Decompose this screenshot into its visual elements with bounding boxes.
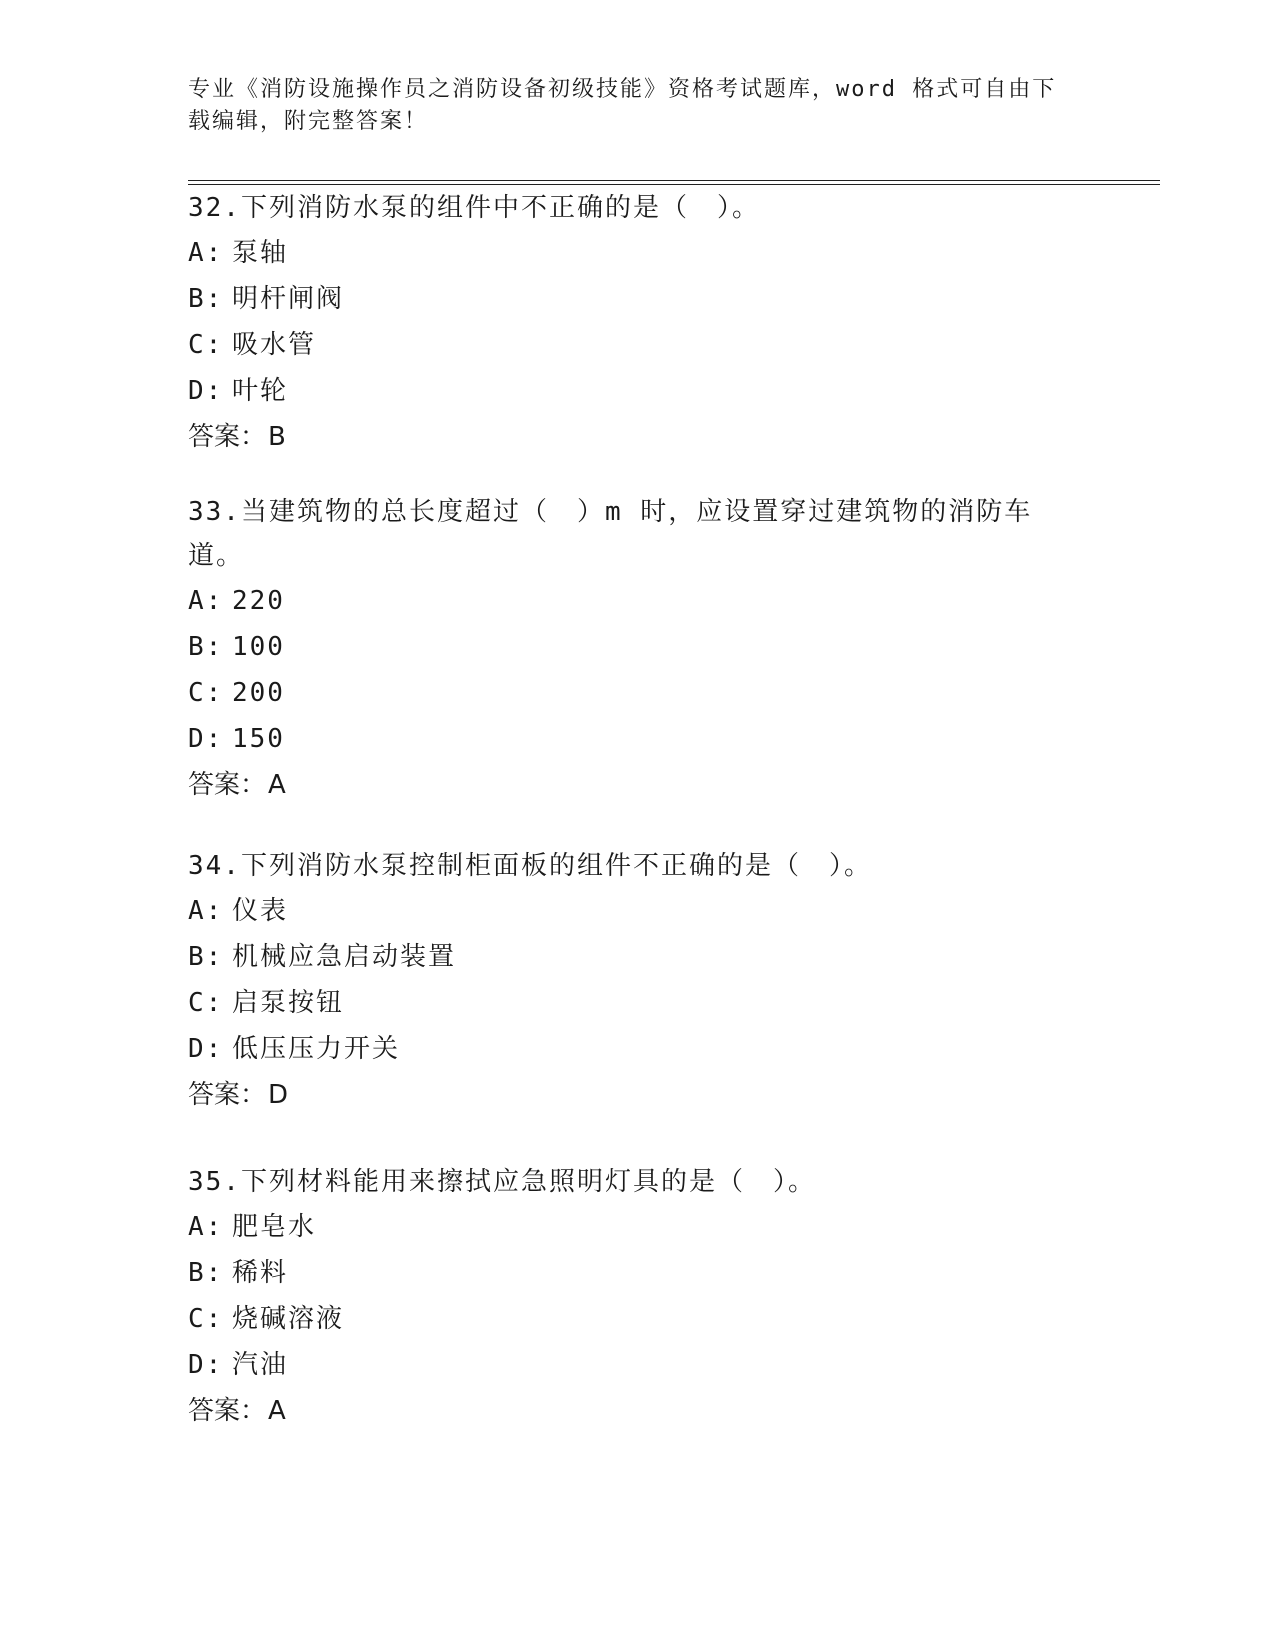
- question-35: [188, 1160, 1088, 1434]
- answer-label: 答案：: [188, 1080, 267, 1110]
- option-letter: D:: [188, 1350, 224, 1380]
- option-text: 仪表: [232, 896, 289, 926]
- option-letter: C:: [188, 330, 224, 360]
- option-d: [188, 716, 1088, 762]
- option-letter: B:: [188, 632, 224, 662]
- answer-label: 答案：: [188, 422, 267, 452]
- question-stem: 35.下列材料能用来擦拭应急照明灯具的是（ ）。: [188, 1167, 816, 1197]
- option-text: 汽油: [232, 1350, 289, 1380]
- header-divider-top: [188, 180, 1160, 181]
- option-letter: C:: [188, 988, 224, 1018]
- option-letter: D:: [188, 724, 224, 754]
- answer-value: A: [268, 770, 286, 800]
- option-text: 烧碱溶液: [232, 1304, 345, 1334]
- option-c: [188, 980, 1088, 1026]
- option-text: 叶轮: [232, 376, 289, 406]
- option-letter: C:: [188, 1304, 224, 1334]
- option-letter: B:: [188, 942, 224, 972]
- option-text: 泵轴: [232, 238, 289, 268]
- option-b: [188, 624, 1088, 670]
- option-text: 吸水管: [232, 330, 317, 360]
- option-letter: A:: [188, 1212, 224, 1242]
- question-34: [188, 844, 1088, 1118]
- option-a: [188, 578, 1088, 624]
- option-d: [188, 1026, 1088, 1072]
- option-text: 启泵按钮: [232, 988, 345, 1018]
- option-a: [188, 1204, 1088, 1250]
- question-stem: 32.下列消防水泵的组件中不正确的是（ ）。: [188, 193, 760, 223]
- answer-line: [188, 1072, 1088, 1118]
- option-a: [188, 230, 1088, 276]
- option-letter: A:: [188, 586, 224, 616]
- option-text: 220: [232, 586, 285, 616]
- option-letter: A:: [188, 238, 224, 268]
- option-text: 稀料: [232, 1258, 289, 1288]
- option-letter: D:: [188, 376, 224, 406]
- answer-label: 答案：: [188, 770, 267, 800]
- answer-value: D: [268, 1080, 289, 1110]
- question-33: [188, 490, 1088, 808]
- option-a: [188, 888, 1088, 934]
- question-stem: 34.下列消防水泵控制柜面板的组件不正确的是（ ）。: [188, 851, 872, 881]
- answer-line: [188, 414, 1088, 460]
- option-letter: C:: [188, 678, 224, 708]
- option-b: [188, 934, 1088, 980]
- option-c: [188, 1296, 1088, 1342]
- question-stem: 33.当建筑物的总长度超过（ ）m 时，应设置穿过建筑物的消防车道。: [188, 497, 1033, 571]
- answer-value: A: [268, 1396, 286, 1426]
- document-header: 专业《消防设施操作员之消防设备初级技能》资格考试题库，word 格式可自由下载编辑，附完整答案！: [188, 77, 1057, 134]
- option-text: 100: [232, 632, 285, 662]
- header-divider-bottom: [188, 184, 1160, 185]
- option-b: [188, 1250, 1088, 1296]
- answer-value: B: [268, 422, 286, 452]
- option-letter: B:: [188, 1258, 224, 1288]
- option-d: [188, 368, 1088, 414]
- option-text: 肥皂水: [232, 1212, 317, 1242]
- answer-line: [188, 762, 1088, 808]
- option-text: 机械应急启动装置: [232, 942, 457, 972]
- answer-label: 答案：: [188, 1396, 267, 1426]
- option-text: 明杆闸阀: [232, 284, 345, 314]
- option-c: [188, 670, 1088, 716]
- option-letter: B:: [188, 284, 224, 314]
- option-d: [188, 1342, 1088, 1388]
- question-32: [188, 186, 1088, 460]
- option-b: [188, 276, 1088, 322]
- option-text: 200: [232, 678, 285, 708]
- option-c: [188, 322, 1088, 368]
- option-text: 150: [232, 724, 285, 754]
- option-letter: D:: [188, 1034, 224, 1064]
- option-text: 低压压力开关: [232, 1034, 401, 1064]
- answer-line: [188, 1388, 1088, 1434]
- option-letter: A:: [188, 896, 224, 926]
